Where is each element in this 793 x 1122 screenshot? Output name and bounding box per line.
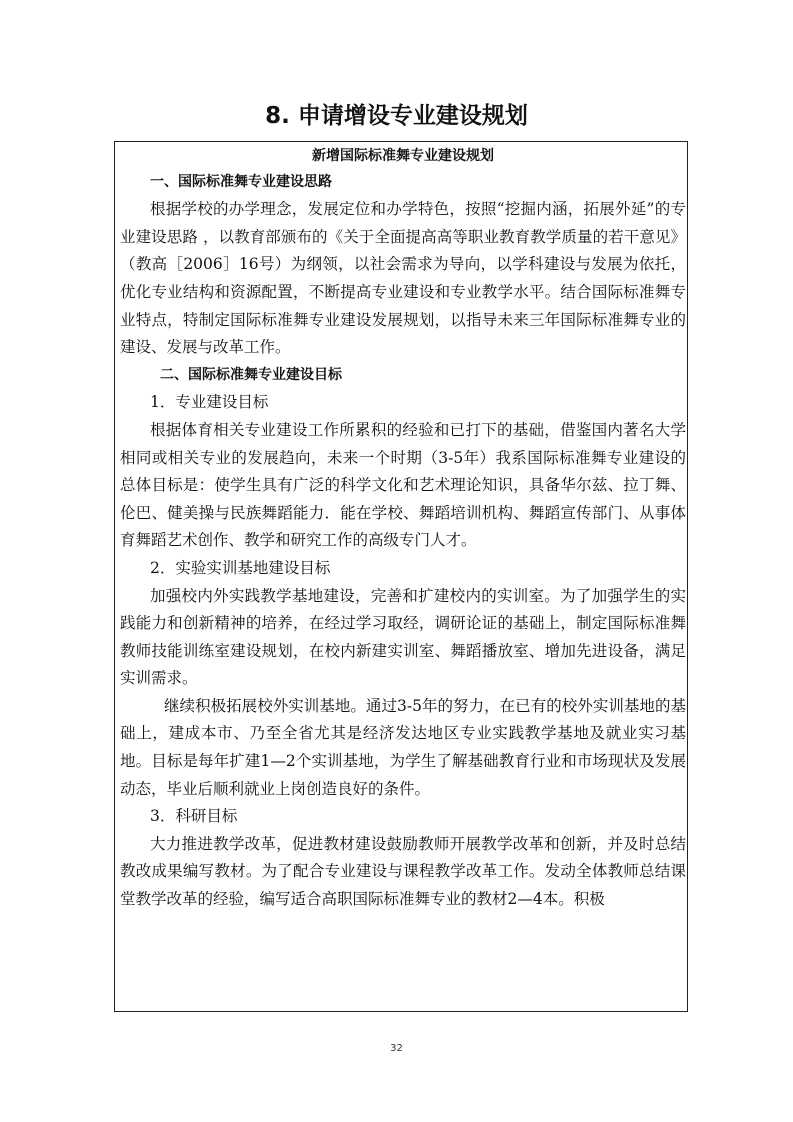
section-heading: 二、国际标准舞专业建设目标 bbox=[160, 366, 342, 383]
page-title: 8. 申请增设专业建设规划 bbox=[265, 103, 528, 129]
body-paragraph: 继续积极拓展校外实训基地。通过3-5年的努力，在已有的校外实训基地的基础上，建成本市、乃至全省尤其是经济发达地区专业实践教学基地及就业实习基地。目标是每年扩建1—2个实训基地，为学生了解基础教育行业和市场现状及发展动态，毕业后顺利就业上岗创造良好的条件。 bbox=[120, 696, 686, 798]
body-paragraph: 根据体育相关专业建设工作所累积的经验和已打下的基础，借鉴国内著名大学相同或相关专业的发展趋向，未来一个时期（3-5年）我系国际标准舞专业建设的总体目标是：使学生具有广泛的科学文化和艺术理论知识，具备华尔兹、拉丁舞、伦巴、健美操与民族舞蹈能力．能在学校、舞蹈培训机构、舞蹈宣传部门、从事体育舞蹈艺术创作、教学和研究工作的高级专门人才。 bbox=[120, 420, 686, 550]
page-number: 32 bbox=[390, 1043, 403, 1054]
document-body bbox=[120, 141, 686, 914]
plan-title: 新增国际标准舞专业建设规划 bbox=[312, 148, 494, 164]
section-heading: 一、国际标准舞专业建设思路 bbox=[150, 173, 332, 190]
subsection-heading: 2．实验实训基地建设目标 bbox=[150, 558, 331, 577]
body-paragraph: 根据学校的办学理念，发展定位和办学特色，按照“挖掘内涵，拓展外延”的专业建设思路 ，以教育部颁布的《关于全面提高高等职业教育教学质量的若干意见》（教高［2006］16号）为纲领，以社会需求为导向，以学科建设与发展为依托，优化专业结构和资源配置，不断提高专业建设和专业教学水平。结合国际标准舞专业特点，特制定国际标准舞专业建设发展规划，以指导未来三年国际标准舞专业的建设、发展与改革工作。 bbox=[120, 200, 686, 357]
subsection-heading: 3．科研目标 bbox=[150, 807, 238, 826]
subsection-heading: 1．专业建设目标 bbox=[150, 393, 269, 412]
document-blocks bbox=[120, 169, 686, 914]
body-paragraph: 加强校内外实践教学基地建设，完善和扩建校内的实训室。为了加强学生的实践能力和创新精神的培养，在经过学习取经，调研论证的基础上，制定国际标准舞教师技能训练室建设规划，在校内新建实训室、舞蹈播放室、增加先进设备，满足实训需求。 bbox=[120, 586, 686, 688]
body-paragraph: 大力推进教学改革，促进教材建设鼓励教师开展教学改革和创新，并及时总结教改成果编写教材。为了配合专业建设与课程教学改革工作。发动全体教师总结课堂教学改革的经验，编写适合高职国际标准舞专业的教材2—4本。积极 bbox=[120, 834, 686, 909]
